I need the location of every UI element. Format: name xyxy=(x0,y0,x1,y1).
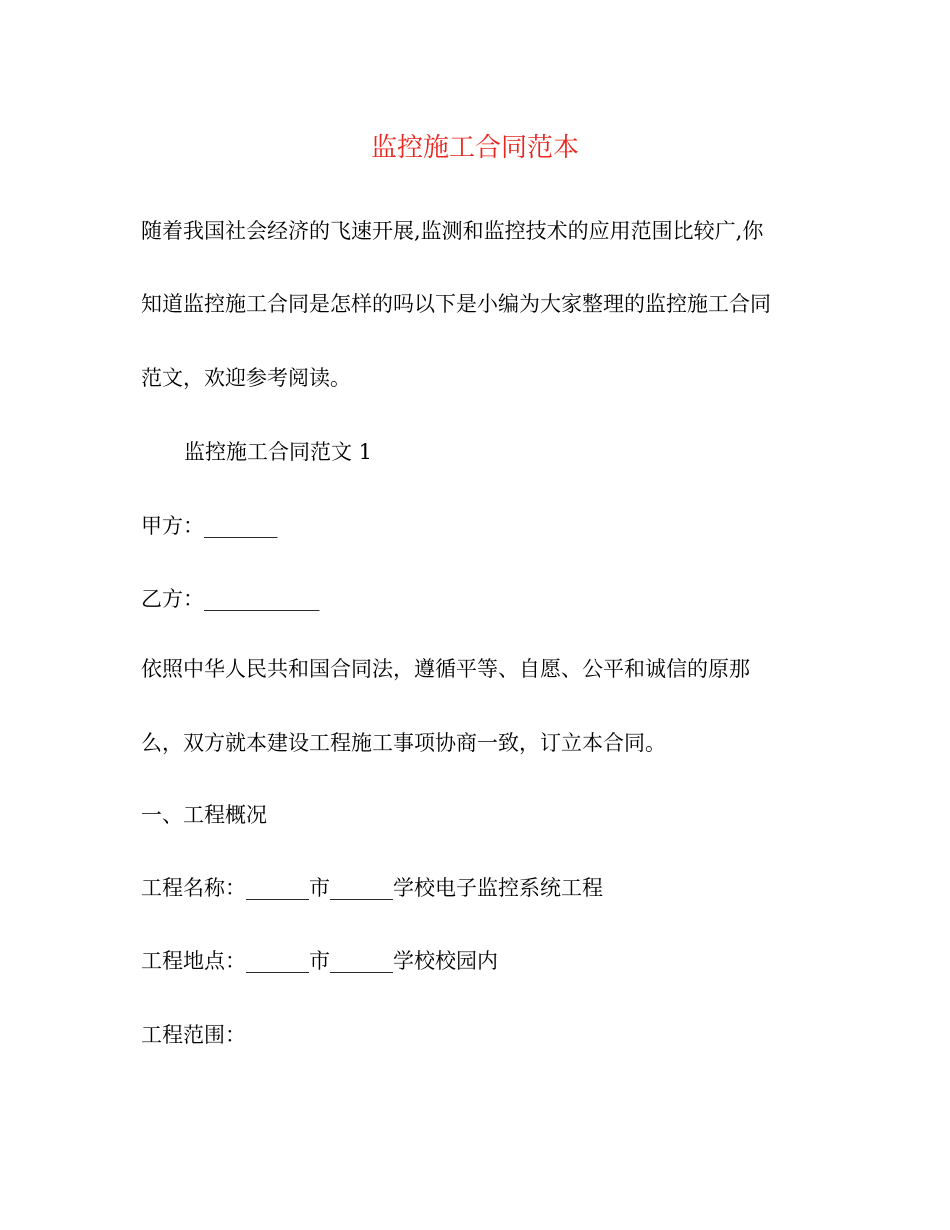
intro-line-3: 范文，欢迎参考阅读。 xyxy=(141,366,351,390)
project-scope-line: 工程范围： xyxy=(141,1023,246,1047)
project-name-line: 工程名称：______市______学校电子监控系统工程 xyxy=(141,876,603,900)
document-title: 监控施工合同范本 xyxy=(370,133,579,163)
party-a-line: 甲方：_______ xyxy=(141,514,278,538)
intro-line-2: 知道监控施工合同是怎样的吗以下是小编为大家整理的监控施工合同 xyxy=(141,292,771,316)
project-location-line: 工程地点：______市______学校校园内 xyxy=(141,949,498,973)
preamble-line-2: 么，双方就本建设工程施工事项协商一致，订立本合同。 xyxy=(141,731,666,755)
intro-line-1: 随着我国社会经济的飞速开展,监测和监控技术的应用范围比较广,你 xyxy=(141,219,764,243)
section-heading-project-overview: 一、工程概况 xyxy=(141,803,267,827)
section-heading-sample-1: 监控施工合同范文 1 xyxy=(184,440,373,464)
preamble-line-1: 依照中华人民共和国合同法，遵循平等、自愿、公平和诚信的原那 xyxy=(141,657,750,681)
party-b-line: 乙方：___________ xyxy=(141,587,320,611)
